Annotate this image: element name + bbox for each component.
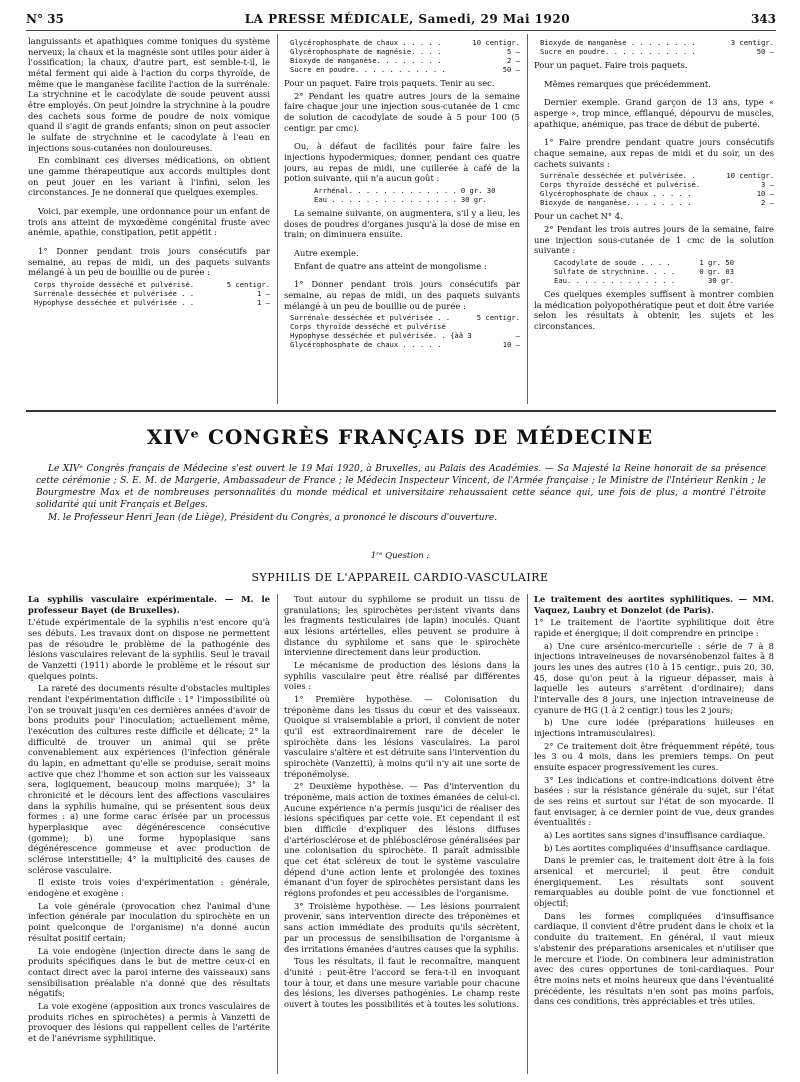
prescription [290, 313, 520, 349]
prescription-line: Glycérophosphate de chaux . . . . . 10 — [540, 189, 774, 199]
prescription-line: Glycérophosphate de magnésie. . . . 5 — [290, 47, 520, 56]
column-divider [277, 34, 278, 404]
paragraph: La voie endogène (injection directe dans le sang de produits spécifiques dans le but de mettre ceux-ci en contact direct avec la paroi interne des vaisseaux) sans sensibilisation préalable n'a donné que des résultats négatifs; [28, 945, 270, 999]
prescription-line: Hypophyse desséchée et pulvérisée . . 1 — [34, 298, 270, 308]
paragraph: La semaine suivante, on augmentera, s'il y a lieu, les doses de poudres d'organes jusqu'à la dose de mise en train; on diminuera ensuite. [284, 208, 520, 240]
prescription-line: Bioxyde de manganèse. . . . . . . . 2 — [540, 198, 774, 208]
prescription-line: Corps thyroïde desséché et pulvérisé. 5 centigr. [34, 280, 270, 290]
prescription-line: Bioxyde de manganèse. . . . . . . . 2 — [290, 56, 520, 65]
journal-title: LA PRESSE MÉDICALE, Samedi, 29 Mai 1920 [244, 12, 571, 26]
paragraph: La voie exogène (apposition aux troncs vasculaires de produits riches en spirochètes) a permis à Vanzetti de provoquer des lésions qui rappellent celles de l'artérite et de l'anévrisme syphilitique. [28, 1000, 270, 1043]
paragraph: a) Les aortites sans signes d'insuffisance cardiaque. [544, 830, 766, 841]
paragraph: a) Une cure arsénico-mercurielle : série de 7 à 8 injections intraveineuses de novarsénobenzol faites à 8 jours les unes des autres (10 à 15 centigr., puis 20, 30, 45, dose qu'on peut à la rigueur dépasser, mais à laquelle les auteurs s'arrêtent d'ordinaire); dans l'intervalle des 8 jours, une injection intraveineuse de cyanure de HG (1 à 2 centigr.) tous les 2 jours; [534, 640, 774, 715]
paragraph: Le mécanisme de production des lésions dans la syphilis vasculaire peut être réalisé par différentes voies : [284, 660, 520, 692]
prescription-line: Surrénale desséchée et pulvérisée. . 10 centigr. [540, 171, 774, 181]
paragraph: Mêmes remarques que précédemment. [544, 78, 711, 89]
paragraph: L'étude expérimentale de la syphilis n'est encore qu'à ses débuts. Les travaux dont on dispose ne permettent pas de résoudre le problème de la pathogénie des lésions vasculaires relevant de la syphilis. Seul le travail de Vanzetti (1911) aborde le problème et le résout sur quelques points. [28, 617, 270, 681]
question-title: SYPHILIS DE L'APPAREIL CARDIO-VASCULAIRE [251, 571, 549, 584]
paragraph: 2° Deuxième hypothèse. — Pas d'intervention du tréponème, mais action de toxines émanées de celui-ci. Aucune expérience n'a permis jusqu'ici de réaliser des lésions spécifiques par cette voie. Et cependant il est bien difficile d'expliquer des lésions diffuses d'artériosclérose et de phlébosclérose généralisées par une colonisation du spirochète. Il paraît admissible que cet état scléreux de tout le système vasculaire dépend d'une action lente et prolongée des toxines émanant d'un foyer de spirochètes persistant dans les régions profondes et peu accessibles de l'organisme. [284, 781, 520, 899]
prescription [290, 38, 520, 74]
article-heading: Le traitement des aortites syphilitiques. — MM. Vaquez, Laubry et Donzelot (de Paris). [534, 594, 774, 615]
prescription-line: Sucre en poudre. . . . . . . . . . . 50 — [290, 65, 520, 74]
prescription-line: Eau. . . . . . . . . . . . . 30 gr. [554, 276, 734, 286]
paragraph: Autre exemple. [294, 248, 359, 259]
paragraph: En combinant ces diverses médications, on obtient une gamme thérapeutique aux accords multiples dont on peut jouer en les variant à l'infini, selon les circonstances. Je ne donnerai que quelques exemples. [28, 155, 270, 198]
column-divider [277, 594, 278, 1074]
paragraph: Il existe trois voies d'expérimentation : générale, endogène et exogène : [28, 877, 270, 899]
prescription-line: Glycérophosphate de chaux . . . . . 10 centigr. [290, 38, 520, 47]
paragraph: Ces quelques exemples suffisent à montrer combien la médication polyopothératique peut et doit être variée selon les résultats à obtenir, les sujets et les circonstances. [534, 289, 774, 332]
prescription-line: Bioxyde de manganèse . . . . . . . . 3 centigr. [540, 38, 774, 47]
article-heading: La syphilis vasculaire expérimentale. — M. le professeur Bayet (de Bruxelles). [28, 594, 270, 615]
paragraph: Pour un paquet. Faire trois paquets. Tenir au sec. [284, 78, 495, 88]
top-column-1 [28, 36, 270, 404]
paragraph: La voie générale (provocation chez l'animal d'une infection générale par inoculation du spirochète en un point quelconque de l'organisme) n'a donné aucun résultat positif certain; [28, 900, 270, 943]
page-header [26, 8, 776, 31]
paragraph: Tous les résultats, il faut le reconnaître, manquent d'unité : peut-être l'accord se fera-t-il en invoquant tour à tour, et dans une mesure variable pour chacune des lésions, les diverses pathogénies. Le champ reste ouvert à toutes les possibilités et à toutes les solutions. [284, 956, 520, 1009]
paragraph: Pour un paquet. Faire trois paquets. [534, 60, 688, 70]
paragraph: 1° Faire prendre pendant quatre jours consécutifs chaque semaine, aux repas de midi et du soir, un des cachets suivants : [534, 137, 774, 169]
paragraph: b) Une cure iodée (préparations huileuses en injections intramusculaires). [534, 717, 774, 739]
prescription-line: Corps thyroïde desséché et pulvérisé [290, 322, 446, 332]
paragraph: b) Les aortites compliquées d'insuffisance cardiaque. [544, 842, 771, 853]
issue-number: N° 35 [26, 12, 64, 26]
prescription-line: Corps thyroïde desséché et pulvérisé. 3 — [540, 180, 774, 190]
page-number: 343 [750, 12, 776, 26]
paragraph: 3° Troisième hypothèse. — Les lésions pourraient provenir, sans intervention directe des tréponèmes et sans action immédiate des produits qu'ils sécrètent, par un processus de sensibilisation de l'organisme à des irritations émanées d'autres causes que la syphilis. [284, 900, 520, 954]
paragraph: Tout autour du syphilome se produit un tissu de granulations; les spirochètes per:istent vivants dans les fragments testiculaires (de lapin) inoculés. Quant aux lésions artérielles, elles peuvent se produire à distance du syphilome et sans que le spirochète intervienne directement dans leur production. [284, 594, 520, 658]
bottom-column-1 [28, 594, 270, 1074]
top-column-3 [534, 36, 774, 404]
paragraph: 1° Première hypothèse. — Colonisation du tréponème dans les tissus du cœur et des vaisseaux. Quoique si vraisemblable a priori, il convient de noter qu'il est extraordinairement rare de déceler le spirochète dans les lésions vasculaires. La paroi vasculaire s'altère et est détruite sans l'intervention du spirochète (Vanzetti), à moins qu'il n'y ait une sorte de tréponémolyse. [284, 694, 520, 779]
prescription [554, 258, 734, 285]
paragraph: 2° Pendant les trois autres jours de la semaine, faire une injection sous-cutanée de 1 cmc de la solution suivante : [534, 224, 774, 256]
prescription-line: Glycérophosphate de chaux . . . . . 10 — [290, 340, 520, 350]
section-title: XIVᵉ CONGRÈS FRANÇAIS DE MÉDECINE [146, 425, 654, 449]
paragraph: 3° Les indications et contre-indications doivent être basées : sur la résistance générale du sujet, sur l'état de ses reins et surtout sur l'état de son myocarde. Il faut envisager, à ce dernier point de vue, deux grandes éventualités : [534, 774, 774, 828]
congress-intro [36, 463, 766, 524]
intro-paragraph: M. le Professeur Henri Jean (de Liège), Président du Congrès, a prononcé le discours d'ouverture. [48, 512, 498, 523]
paragraph: languissants et apathiques comme toniques du système nerveux; la chaux et la magnésie sont utiles pour aider à l'ossification; la chaux, d'autre part, est semble-t-il, le métal ferment qui aide à l'action du corps thyroïde, de même que le manganèse facilite l'action de la surrénale. La strychnine et le cacodylate de soude peuvent aussi être employés. On peut joindre la strychnine à la poudre des cachets sous forme de poudre de noix vomique quand il s'agit de grands enfants; sinon on peut associer le sulfate de strychnine et le cacodylate à l'eau en injections sous-cutanées non douloureuses. [28, 36, 270, 153]
paragraph: Ou, à défaut de facilités pour faire faire les injections hypodermiques, donner, pendant ces quatre jours, au repas de midi, une cuillerée à café de la potion suivante, qui n'a aucun goût : [284, 141, 520, 184]
bottom-column-2 [284, 594, 520, 1074]
prescription-line: Surrénale desséchée et pulvérisée . . 5 centigr. [290, 313, 520, 323]
prescription [540, 38, 774, 56]
prescription-line: Arrhénal. . . . . . . . . . . . . 0 gr. 30 [314, 186, 496, 196]
prescription-line: Cacodylate de soude . . . . 1 gr. 50 [554, 258, 734, 268]
paragraph: 2° Pendant les quatre autres jours de la semaine faire chaque jour une injection sous-cutanée de 1 cmc de solution de cacodylate de soude à 5 pour 100 (5 centigr. par cmc). [284, 90, 520, 133]
paragraph: Voici, par exemple, une ordonnance pour un enfant de trois ans atteint de myxœdème congénital fruste avec anémie, apathie, constipation, petit appétit : [28, 206, 270, 238]
prescription [34, 280, 270, 307]
paragraph: Enfant de quatre ans atteint de mongolisme : [294, 260, 487, 271]
paragraph: Pour un cachet N° 4. [534, 211, 623, 222]
prescription-line: Hypophyse desséchée et pulvérisée. . {àâ 3 — [290, 331, 520, 341]
column-divider [527, 594, 528, 1074]
paragraph: La rareté des documents résulte d'obstacles multiples rendant l'expérimentation difficile : 1° l'impossibilité où l'on se trouvait jusqu'en ces dernières années d'avoir de bons produits pour l'inoculation; actuellement même, l'exécution des cultures reste difficile et délicate; 2° la difficulté de trouver un animal qui se prête convenablement aux expériences (l'infection générale du lapin, en admettant qu'elle se produise, serait moins active que chez l'homme et son action sur les vaisseaux sera, logiquement, beaucoup moins marquée); 3° la chronicité et le décours lent des affections vasculaires dans la syphilis humaine, qui se présentent sous deux formes : a) une forme carac érisée par un processus hyperplasique avec dégénérescence consécutive (gomme); b) une forme hypoplasique sans dégénérescence gommeuse et avec production de sclérose interstitielle; 4° la multiplicité des causes de sclérose vasculaire. [28, 683, 270, 875]
paragraph: 1° Le traitement de l'aortite syphilitique doit être rapide et énergique; il doit comprendre en principe : [534, 617, 774, 639]
paragraph: 1° Donner pendant trois jours consécutifs par semaine, au repas de midi, un des paquets suivants mélangé à un peu de bouillie ou de purée : [28, 246, 270, 278]
top-column-2 [284, 36, 520, 404]
intro-paragraph: Le XIVᵉ Congrès français de Médecine s'est ouvert le 19 Mai 1920, à Bruxelles, au Palais des Académies. — Sa Majesté la Reine honorait de sa présence cette cérémonie ; S. E. M. de Margerie, Ambassadeur de France ; le Médecin Inspecteur Vincent, de l'Armée française ; le Ministre de l'Intérieur Renkin ; le Bourgmestre Max et de nombreuses personnalités du monde médical et universitaire rehaussaient cette séance qui, une fois de plus, a montré l'étroite solidarité qui unit Français et Belges. [36, 464, 766, 511]
prescription [540, 171, 774, 207]
paragraph: 1° Donner pendant trois jours consécutifs par semaine, au repas de midi, un des paquets suivants mélangé à un peu de bouillie ou de purée : [284, 279, 520, 311]
question-label: 1ʳᵉ Question : [370, 551, 430, 561]
paragraph: Dans le premier cas, le traitement doit être à la fois arsenical et mercuriel; il peut être conduit énergiquement. Les résultats sont souvent remarquables au double point de vue fonctionnel et objectif; [534, 855, 774, 909]
paragraph: 2° Ce traitement doit être fréquemment répété, tous les 3 ou 4 mois, dans les premiers temps. On peut ensuite espacer progressivement les cures. [534, 740, 774, 773]
section-rule [26, 410, 776, 412]
prescription [314, 186, 496, 205]
prescription-line: Sulfate de strychnine. . . . 0 gr. 03 [554, 267, 734, 277]
prescription-line: Sucre en poudre. . . . . . . . . . . 50 — [540, 47, 774, 56]
prescription-line: Surrénale desséchée et pulvérisée . . 1 — [34, 289, 270, 299]
paragraph: Dans les formes compliquées d'insuffisance cardiaque, il convient d'être prudent dans le choix et la conduite du traitement. En général, il vaut mieux s'abstenir des préparations arsenicales et n'utiliser que le mercure et l'iode. On combinera leur administration avec des cures opportunes de toni-cardiaques. Pour être moins nets et moins heureux que dans l'éventualité précédente, les résultats n'en sont pas moins parfois, dans ces conditions, très appréciables et très utiles. [534, 910, 774, 1007]
paragraph: Dernier exemple. Grand garçon de 13 ans, type « asperge », trop mince, efflanqué, dépourvu de muscles, apathique, anémique, pas trace de début de puberté. [534, 97, 774, 129]
prescription-line: Eau . . . . . . . . . . . . . . . 30 gr. [314, 195, 487, 205]
bottom-column-3 [534, 594, 774, 1074]
column-divider [527, 34, 528, 404]
